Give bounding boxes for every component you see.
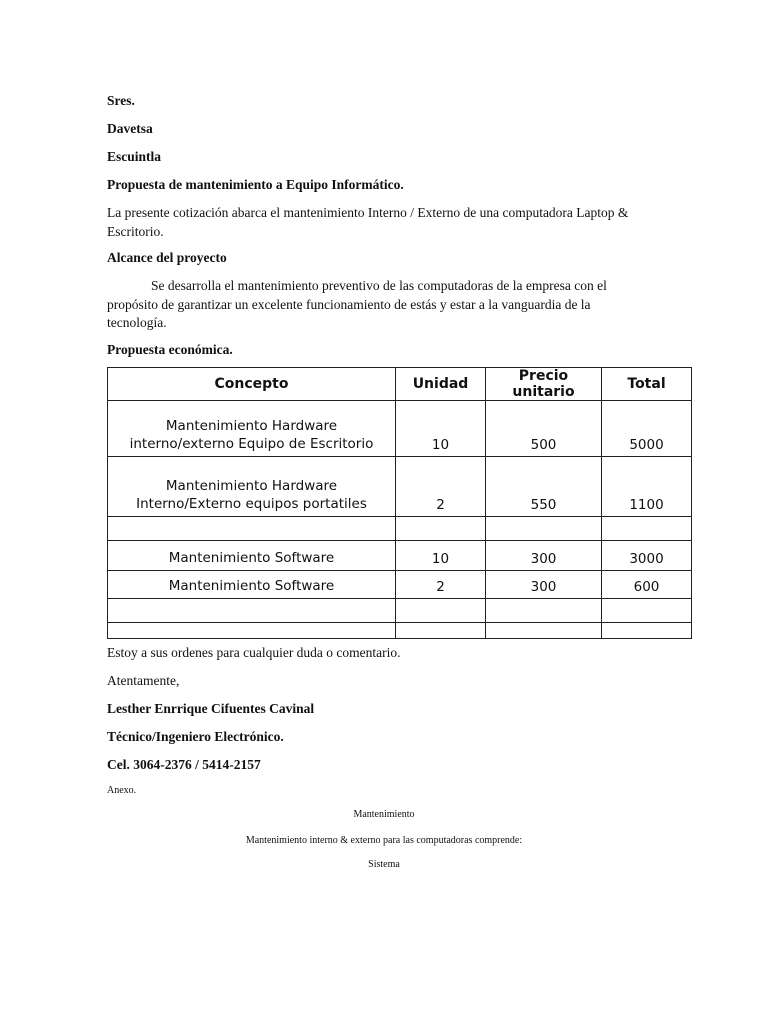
unit-cell: 10 xyxy=(396,401,486,457)
table-row xyxy=(108,457,692,517)
economic-heading: Propuesta económica. xyxy=(107,342,233,357)
column-header: Total xyxy=(602,368,692,401)
price-cell: 300 xyxy=(486,571,602,599)
total-cell: 1100 xyxy=(602,457,692,517)
subject-line: Propuesta de mantenimiento a Equipo Informático. xyxy=(107,177,404,192)
concept-cell xyxy=(108,401,396,457)
empty-cell xyxy=(396,517,486,541)
table-row xyxy=(108,541,692,571)
price-cell: 550 xyxy=(486,457,602,517)
column-header: Unidad xyxy=(396,368,486,401)
annex-section: Sistema xyxy=(368,859,400,870)
concept-cell xyxy=(108,457,396,517)
salutation: Sres. xyxy=(107,93,135,108)
scope-heading: Alcance del proyecto xyxy=(107,250,227,265)
scope-paragraph: Se desarrolla el mantenimiento preventivo de las computadoras de la empresa con el propósito de garantizar un excelente funcionamiento de estás y estar a la vanguardia de la tecnología. xyxy=(107,278,607,330)
empty-cell xyxy=(486,517,602,541)
table-header-row xyxy=(108,368,692,401)
signer-title: Técnico/Ingeniero Electrónico. xyxy=(107,729,284,744)
empty-row xyxy=(108,517,692,541)
closing-regards: Atentamente, xyxy=(107,673,180,688)
price-cell: 500 xyxy=(486,401,602,457)
total-cell: 600 xyxy=(602,571,692,599)
unit-cell: 2 xyxy=(396,571,486,599)
empty-cell xyxy=(108,517,396,541)
signer-phone: Cel. 3064-2376 / 5414-2157 xyxy=(107,757,261,772)
concept-cell: Mantenimiento Software xyxy=(108,541,396,571)
company-name: Davetsa xyxy=(107,121,153,136)
empty-cell xyxy=(108,623,396,639)
table-row xyxy=(108,571,692,599)
empty-row xyxy=(108,599,692,623)
price-cell: 300 xyxy=(486,541,602,571)
empty-cell xyxy=(602,517,692,541)
annex-label: Anexo. xyxy=(107,785,137,796)
concept-cell: Mantenimiento Software xyxy=(108,571,396,599)
quote-table xyxy=(107,367,692,639)
column-header: Precio unitario xyxy=(486,368,602,401)
concept-line: interno/externo Equipo de Escritorio xyxy=(129,436,374,452)
intro-paragraph: La presente cotización abarca el mantenimiento Interno / Externo de una computadora Laptop & Escritorio. xyxy=(107,205,629,239)
unit-cell: 10 xyxy=(396,541,486,571)
empty-row xyxy=(108,623,692,639)
signer-name: Lesther Enrrique Cifuentes Cavinal xyxy=(107,701,315,716)
empty-cell xyxy=(486,599,602,623)
table-row xyxy=(108,401,692,457)
empty-cell xyxy=(486,623,602,639)
empty-cell xyxy=(108,599,396,623)
location: Escuintla xyxy=(107,149,162,164)
concept-line: Mantenimiento Hardware xyxy=(165,418,338,434)
annex-description: Mantenimiento interno & externo para las computadoras comprende: xyxy=(245,835,523,846)
empty-cell xyxy=(396,623,486,639)
total-cell: 5000 xyxy=(602,401,692,457)
empty-cell xyxy=(396,599,486,623)
empty-cell xyxy=(602,599,692,623)
concept-line: Interno/Externo equipos portatiles xyxy=(136,496,367,512)
closing-note: Estoy a sus ordenes para cualquier duda o comentario. xyxy=(107,645,401,660)
total-cell: 3000 xyxy=(602,541,692,571)
column-header: Concepto xyxy=(108,368,396,401)
empty-cell xyxy=(602,623,692,639)
concept-line: Mantenimiento Hardware xyxy=(165,478,338,494)
unit-cell: 2 xyxy=(396,457,486,517)
annex-heading: Mantenimiento xyxy=(353,809,415,820)
